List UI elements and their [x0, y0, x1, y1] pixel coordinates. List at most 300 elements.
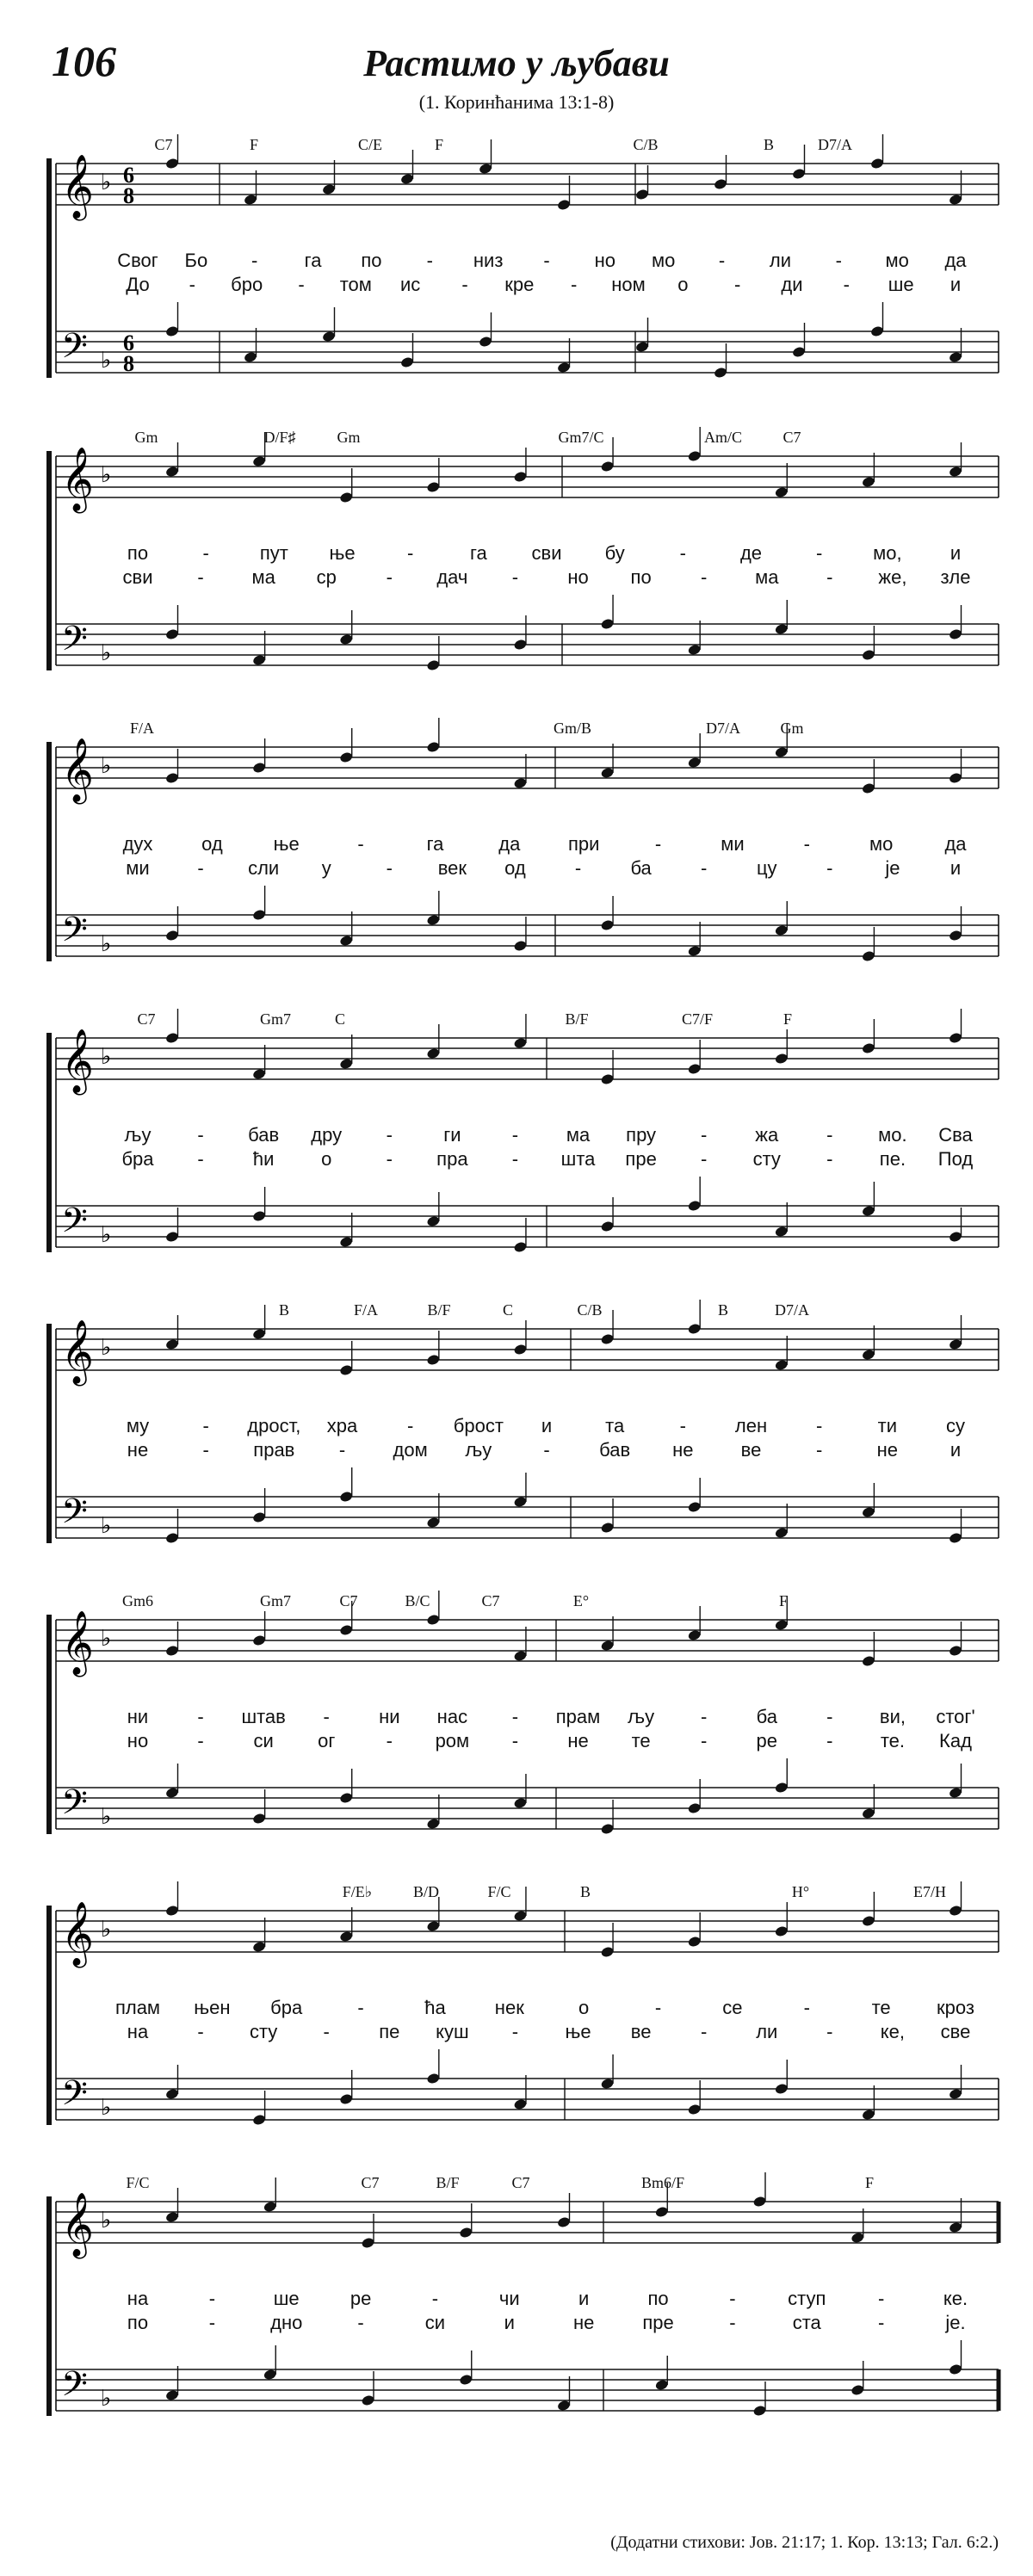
lyric-verse-2: шта — [560, 1148, 596, 1170]
lyric-verse-2: не — [567, 1730, 589, 1751]
lyric-verse-2: ли — [756, 2021, 778, 2042]
lyric-verse-2: - — [701, 1148, 708, 1170]
lyric-verse-2: - — [197, 1148, 204, 1170]
lyric-verse-2: но — [567, 566, 589, 588]
lyric-verse-2: пре — [642, 2312, 674, 2333]
lyric-verse-1: ма — [566, 1124, 591, 1146]
lyric-verse-1: га — [469, 542, 487, 564]
lyric-verse-2: ба — [630, 857, 652, 879]
lyric-verse-1: ба — [756, 1706, 777, 1727]
lyric-verse-1: де — [739, 542, 763, 564]
lyric-verse-2: - — [826, 857, 833, 879]
lyric-verse-1: та — [605, 1415, 625, 1436]
lyric-verse-2: и — [504, 2312, 515, 2333]
lyric-verse-1: жа — [755, 1124, 779, 1146]
lyric-verse-2: те. — [880, 1730, 906, 1751]
chord-symbol: F/A — [353, 1301, 379, 1319]
lyric-verse-1: - — [543, 250, 550, 271]
bass-clef-icon: 𝄢 — [61, 1782, 88, 1831]
lyric-verse-2: - — [298, 274, 305, 295]
lyric-verse-1: о — [578, 1997, 590, 2018]
lyric-verse-1: се — [722, 1997, 743, 2018]
key-flat-icon: ♭ — [101, 462, 112, 487]
key-flat-icon: ♭ — [101, 753, 112, 778]
lyric-verse-2: - — [826, 1730, 833, 1751]
lyric-verse-1: те — [871, 1997, 891, 2018]
lyric-verse-1: - — [357, 1997, 364, 2018]
chord-symbol: E7/H — [913, 1883, 946, 1900]
key-flat-icon: ♭ — [101, 1804, 112, 1829]
music-system-8 — [0, 2167, 1033, 2460]
key-flat-icon: ♭ — [101, 170, 112, 195]
lyric-verse-1: - — [803, 833, 810, 855]
key-flat-icon: ♭ — [101, 931, 112, 956]
lyric-verse-1: пру — [626, 1124, 657, 1146]
key-flat-icon: ♭ — [101, 1222, 112, 1247]
lyric-verse-1: - — [877, 2288, 885, 2309]
chord-symbol: Gm7 — [260, 1592, 291, 1609]
lyric-verse-1: од — [201, 833, 223, 855]
bass-clef-icon: 𝄢 — [61, 619, 88, 667]
lyric-verse-2: у — [321, 857, 331, 879]
lyric-verse-1: и — [949, 542, 962, 564]
lyric-verse-2: - — [733, 274, 741, 295]
lyric-verse-1: - — [406, 542, 414, 564]
chord-symbol: B — [579, 1883, 591, 1900]
lyric-verse-2: ке, — [880, 2021, 906, 2042]
time-signature-denominator: 8 — [123, 183, 134, 208]
lyric-verse-2: је. — [945, 2312, 966, 2333]
bass-clef-icon: 𝄢 — [61, 2073, 88, 2122]
treble-clef-icon: 𝄞 — [61, 448, 94, 511]
lyric-verse-1: - — [323, 1706, 330, 1727]
key-flat-icon: ♭ — [101, 1335, 112, 1360]
lyric-verse-1: - — [197, 1706, 204, 1727]
chord-symbol: C7 — [339, 1592, 358, 1609]
lyric-verse-1: ше — [273, 2288, 300, 2309]
lyric-verse-2: кре — [504, 274, 535, 295]
lyric-verse-1: по — [127, 542, 149, 564]
key-flat-icon: ♭ — [101, 1626, 112, 1651]
lyric-verse-2: но — [127, 1730, 149, 1751]
lyric-verse-1: - — [511, 1124, 519, 1146]
lyric-verse-1: - — [357, 833, 364, 855]
time-signature-denominator: 8 — [123, 351, 134, 376]
lyric-verse-1: мо — [652, 250, 676, 271]
lyric-verse-2: сту — [752, 1148, 781, 1170]
chord-symbol: Gm — [134, 429, 158, 446]
lyric-verse-1: низ — [473, 250, 504, 271]
lyric-verse-1: чи — [498, 2288, 520, 2309]
lyric-verse-1: дух — [122, 833, 153, 855]
lyric-verse-2: све — [940, 2021, 971, 2042]
lyric-verse-1: љу — [628, 1706, 655, 1727]
lyric-verse-2: - — [197, 2021, 204, 2042]
lyric-verse-2: ди — [781, 274, 803, 295]
additional-verses-note: (Додатни стихови: Јов. 21:17; 1. Кор. 13:13; Гал. 6:2.) — [610, 2533, 999, 2552]
lyric-verse-2: ве — [630, 2021, 652, 2042]
lyric-verse-2: - — [197, 566, 204, 588]
scripture-reference: (1. Коринћанима 13:1-8) — [418, 91, 615, 113]
lyric-verse-1: - — [406, 1415, 414, 1436]
lyric-verse-1: и — [541, 1415, 553, 1436]
lyric-verse-2: зле — [940, 566, 971, 588]
lyric-verse-2: - — [386, 857, 393, 879]
lyric-verse-2: сви — [122, 566, 153, 588]
lyric-verse-1: сви — [531, 542, 562, 564]
lyric-verse-2: До — [126, 274, 150, 295]
lyric-verse-2: ми — [126, 857, 150, 879]
lyric-verse-1: - — [426, 250, 433, 271]
chord-symbol: F/C — [126, 2174, 150, 2191]
chord-symbol: C7 — [511, 2174, 530, 2191]
chord-symbol: B — [763, 136, 775, 153]
lyric-verse-2: о — [321, 1148, 332, 1170]
chord-symbol: C/B — [633, 136, 659, 153]
lyric-verse-1: - — [431, 2288, 439, 2309]
lyric-verse-1: мо. — [878, 1124, 907, 1146]
lyric-verse-1: га — [304, 250, 322, 271]
treble-clef-icon: 𝄞 — [61, 1611, 94, 1675]
lyric-verse-1: бу — [604, 542, 625, 564]
treble-clef-icon: 𝄞 — [61, 1902, 94, 1966]
lyric-verse-2: ма — [755, 566, 779, 588]
lyric-verse-2: - — [701, 1730, 708, 1751]
lyric-verse-1: - — [835, 250, 842, 271]
lyric-verse-2: дно — [270, 2312, 303, 2333]
music-system-6 — [0, 1585, 1033, 1878]
lyric-verse-2: пре — [625, 1148, 657, 1170]
lyric-verse-2: - — [511, 1730, 519, 1751]
lyric-verse-1: - — [718, 250, 726, 271]
lyric-verse-2: - — [815, 1439, 823, 1461]
lyric-verse-1: да — [944, 250, 967, 271]
lyric-verse-2: век — [437, 857, 467, 879]
lyric-verse-1: га — [426, 833, 444, 855]
lyric-verse-2: - — [574, 857, 582, 879]
music-system-5 — [0, 1294, 1033, 1587]
lyric-verse-2: куш — [436, 2021, 469, 2042]
lyric-verse-1: ке. — [943, 2288, 968, 2309]
lyric-verse-2: и — [949, 1439, 962, 1461]
lyric-verse-1: бра — [270, 1997, 303, 2018]
lyric-verse-1: да — [498, 833, 521, 855]
treble-clef-icon: 𝄞 — [61, 2193, 94, 2257]
treble-clef-icon: 𝄞 — [61, 738, 94, 802]
lyric-verse-1: - — [679, 542, 686, 564]
lyric-verse-2: Под — [937, 1148, 974, 1170]
lyric-verse-1: плам — [114, 1997, 161, 2018]
lyric-verse-2: пе — [379, 2021, 400, 2042]
lyric-verse-1: ви, — [879, 1706, 906, 1727]
lyric-verse-2: цу — [756, 857, 777, 879]
lyric-verse-1: нек — [494, 1997, 524, 2018]
lyric-verse-2: - — [701, 2021, 708, 2042]
lyric-verse-2: љу — [465, 1439, 492, 1461]
lyric-verse-1: ти — [877, 1415, 898, 1436]
music-system-2 — [0, 422, 1033, 714]
bass-clef-icon: 𝄢 — [61, 910, 88, 958]
chord-symbol: Am/C — [703, 429, 743, 446]
lyric-verse-1: - — [815, 542, 823, 564]
chord-symbol: C7 — [137, 1010, 156, 1028]
lyric-verse-2: пра — [436, 1148, 468, 1170]
lyric-verse-2: ста — [792, 2312, 821, 2333]
lyric-verse-2: је — [885, 857, 900, 879]
lyric-verse-1: хра — [326, 1415, 358, 1436]
lyric-verse-2: - — [323, 2021, 330, 2042]
lyric-verse-1: Бо — [184, 250, 208, 271]
key-flat-icon: ♭ — [101, 2386, 112, 2411]
lyric-verse-2: - — [843, 274, 850, 295]
chord-symbol: D/F♯ — [263, 429, 296, 446]
lyric-verse-2: - — [461, 274, 468, 295]
lyric-verse-2: по — [630, 566, 652, 588]
chord-symbol: D7/A — [706, 720, 740, 737]
lyric-verse-1: но — [594, 250, 616, 271]
chord-symbol: C7 — [154, 136, 173, 153]
lyric-verse-2: не — [127, 1439, 149, 1461]
bass-clef-icon: 𝄢 — [61, 1201, 88, 1249]
lyric-verse-2: - — [729, 2312, 736, 2333]
lyric-verse-1: Свог — [117, 250, 158, 271]
key-flat-icon: ♭ — [101, 2208, 112, 2233]
lyric-verse-1: да — [944, 833, 967, 855]
key-flat-icon: ♭ — [101, 640, 112, 665]
lyric-verse-2: не — [572, 2312, 595, 2333]
lyric-verse-2: - — [197, 1730, 204, 1751]
lyric-verse-2: ог — [318, 1730, 336, 1751]
key-flat-icon: ♭ — [101, 2095, 112, 2120]
lyric-verse-2: - — [701, 857, 708, 879]
chord-symbol: Gm7 — [260, 1010, 291, 1028]
chord-symbol: C/B — [577, 1301, 603, 1319]
lyric-verse-2: си — [253, 1730, 274, 1751]
lyric-verse-1: - — [803, 1997, 810, 2018]
lyric-verse-2: - — [338, 1439, 346, 1461]
chord-symbol: F — [778, 1592, 789, 1609]
lyric-verse-2: - — [357, 2312, 364, 2333]
lyric-verse-2: прав — [253, 1439, 295, 1461]
lyric-verse-2: ср — [316, 566, 337, 588]
lyric-verse-2: на — [127, 2021, 149, 2042]
lyric-verse-1: стог' — [936, 1706, 975, 1727]
lyric-verse-2: бав — [599, 1439, 631, 1461]
lyric-verse-2: си — [424, 2312, 446, 2333]
lyric-verse-1: - — [208, 2288, 216, 2309]
lyric-verse-1: ћа — [424, 1997, 446, 2018]
chord-symbol: C7 — [361, 2174, 380, 2191]
lyric-verse-2: пе. — [879, 1148, 906, 1170]
lyric-verse-2: - — [826, 1148, 833, 1170]
lyric-verse-1: - — [251, 250, 258, 271]
lyric-verse-2: ном — [611, 274, 646, 295]
lyric-verse-1: дрост, — [247, 1415, 301, 1436]
lyric-verse-2: ше — [888, 274, 914, 295]
lyric-verse-1: - — [815, 1415, 823, 1436]
chord-symbol: Gm/B — [553, 720, 592, 737]
bass-clef-icon: 𝄢 — [61, 2364, 88, 2412]
lyric-verse-1: - — [654, 1997, 662, 2018]
lyric-verse-1: ре — [349, 2288, 372, 2309]
lyric-verse-2: - — [197, 857, 204, 879]
lyric-verse-1: кроз — [937, 1997, 974, 2018]
lyric-verse-1: ли — [769, 250, 791, 271]
lyric-verse-1: прам — [555, 1706, 601, 1727]
lyric-verse-1: пут — [259, 542, 288, 564]
key-flat-icon: ♭ — [101, 1513, 112, 1538]
chord-symbol: C — [334, 1010, 346, 1028]
chord-symbol: C/E — [357, 136, 383, 153]
lyric-verse-1: мо — [885, 250, 909, 271]
lyric-verse-2: - — [701, 566, 708, 588]
lyric-verse-2: - — [570, 274, 578, 295]
lyric-verse-2: - — [543, 1439, 550, 1461]
lyric-verse-2: же, — [878, 566, 907, 588]
lyric-verse-2: сту — [249, 2021, 278, 2042]
lyric-verse-2: - — [386, 566, 393, 588]
chord-symbol: F/E♭ — [342, 1883, 373, 1900]
music-system-7 — [0, 1876, 1033, 2169]
treble-clef-icon: 𝄞 — [61, 155, 94, 219]
lyric-verse-1: лен — [734, 1415, 768, 1436]
lyric-verse-1: су — [946, 1415, 965, 1436]
lyric-verse-1: - — [729, 2288, 736, 2309]
lyric-verse-2: те — [631, 1730, 651, 1751]
hymn-title: Растимо у љубави — [363, 42, 670, 84]
lyric-verse-2: том — [339, 274, 372, 295]
lyric-verse-2: - — [826, 2021, 833, 2042]
lyric-verse-1: при — [567, 833, 600, 855]
lyric-verse-2: бро — [231, 274, 263, 295]
lyric-verse-1: - — [826, 1706, 833, 1727]
lyric-verse-1: дру — [311, 1124, 343, 1146]
chord-symbol: B/F — [436, 2174, 460, 2191]
lyric-verse-2: - — [511, 1148, 519, 1170]
bass-clef-icon: 𝄢 — [61, 1492, 88, 1540]
lyric-verse-2: ње — [565, 2021, 591, 2042]
lyric-verse-2: дач — [436, 566, 468, 588]
lyric-verse-1: ми — [721, 833, 745, 855]
lyric-verse-1: штав — [241, 1706, 286, 1727]
lyric-verse-2: ћи — [252, 1148, 275, 1170]
chord-symbol: F — [434, 136, 444, 153]
lyric-verse-2: ве — [740, 1439, 762, 1461]
lyric-verse-1: - — [701, 1706, 708, 1727]
chord-symbol: F — [249, 136, 259, 153]
lyric-verse-1: ступ — [788, 2288, 826, 2309]
lyric-verse-1: ни — [379, 1706, 400, 1727]
chord-symbol: F — [782, 1010, 793, 1028]
chord-symbol: C — [502, 1301, 514, 1319]
chord-symbol: B/C — [405, 1592, 430, 1609]
lyric-verse-2: ис — [400, 274, 421, 295]
lyric-verse-1: брост — [453, 1415, 504, 1436]
lyric-verse-1: - — [679, 1415, 686, 1436]
lyric-verse-1: - — [386, 1124, 393, 1146]
lyric-verse-2: не — [672, 1439, 694, 1461]
chord-symbol: B/F — [565, 1010, 589, 1028]
lyric-verse-2: ре — [756, 1730, 778, 1751]
lyric-verse-2: по — [127, 2312, 149, 2333]
lyric-verse-1: - — [511, 1706, 519, 1727]
lyric-verse-2: ма — [251, 566, 275, 588]
lyric-verse-2: - — [386, 1730, 393, 1751]
lyric-verse-1: ње — [329, 542, 356, 564]
bass-clef-icon: 𝄢 — [61, 326, 88, 374]
time-signature-numerator: 6 — [123, 330, 134, 355]
lyric-verse-1: по — [361, 250, 382, 271]
treble-clef-icon: 𝄞 — [61, 1320, 94, 1384]
lyric-verse-1: и — [578, 2288, 590, 2309]
lyric-verse-1: - — [701, 1124, 708, 1146]
music-system-3 — [0, 713, 1033, 1005]
lyric-verse-2: - — [189, 274, 195, 295]
lyric-verse-1: њен — [194, 1997, 231, 2018]
lyric-verse-1: му — [126, 1415, 150, 1436]
key-flat-icon: ♭ — [101, 1917, 112, 1942]
chord-symbol: D7/A — [775, 1301, 809, 1319]
chord-symbol: E° — [572, 1592, 590, 1609]
key-flat-icon: ♭ — [101, 1044, 112, 1069]
lyric-verse-1: љу — [124, 1124, 152, 1146]
chord-symbol: F/C — [487, 1883, 511, 1900]
lyric-verse-1: мо, — [873, 542, 902, 564]
lyric-verse-1: - — [826, 1124, 833, 1146]
lyric-verse-2: - — [202, 1439, 209, 1461]
lyric-verse-1: ње — [273, 833, 300, 855]
chord-symbol: Bm6/F — [640, 2174, 685, 2191]
chord-symbol: Gm — [337, 429, 361, 446]
hymn-number: 106 — [52, 37, 116, 85]
lyric-verse-2: сли — [248, 857, 280, 879]
chord-symbol: C7 — [481, 1592, 500, 1609]
chord-symbol: B/F — [427, 1301, 451, 1319]
lyric-verse-2: бра — [121, 1148, 154, 1170]
lyric-verse-2: ром — [435, 1730, 470, 1751]
lyric-verse-2: - — [511, 2021, 519, 2042]
chord-symbol: B — [717, 1301, 729, 1319]
chord-symbol: F — [864, 2174, 875, 2191]
lyric-verse-1: бав — [248, 1124, 280, 1146]
music-system-4 — [0, 1004, 1033, 1296]
lyric-verse-1: - — [202, 1415, 209, 1436]
lyric-verse-1: - — [197, 1124, 204, 1146]
chord-symbol: B — [278, 1301, 290, 1319]
lyric-verse-2: о — [677, 274, 689, 295]
chord-symbol: Gm — [780, 720, 804, 737]
chord-symbol: C7 — [782, 429, 801, 446]
chord-symbol: Gm7/C — [558, 429, 604, 446]
lyric-verse-1: ни — [127, 1706, 149, 1727]
music-system-1 — [0, 129, 1033, 422]
lyric-verse-2: - — [208, 2312, 216, 2333]
chord-symbol: B/D — [412, 1883, 440, 1900]
lyric-verse-2: - — [877, 2312, 885, 2333]
lyric-verse-2: - — [826, 566, 833, 588]
lyric-verse-1: по — [647, 2288, 669, 2309]
lyric-verse-1: мо — [869, 833, 894, 855]
time-signature-numerator: 6 — [123, 163, 134, 188]
lyric-verse-2: и — [949, 857, 962, 879]
lyric-verse-2: - — [386, 1148, 393, 1170]
lyric-verse-2: од — [504, 857, 526, 879]
lyric-verse-1: - — [202, 542, 209, 564]
lyric-verse-2: не — [876, 1439, 899, 1461]
chord-symbol: H° — [791, 1883, 810, 1900]
chord-symbol: Gm6 — [122, 1592, 153, 1609]
lyric-verse-1: Сва — [938, 1124, 973, 1146]
